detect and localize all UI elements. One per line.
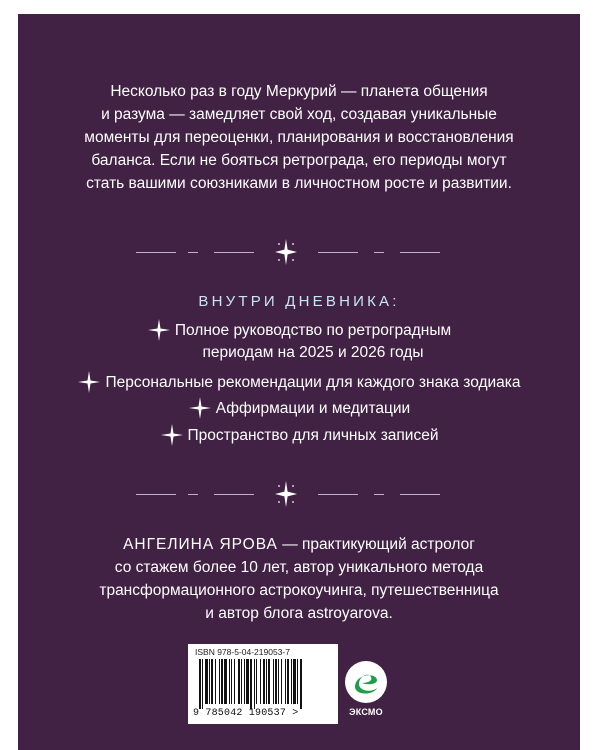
four-point-star-icon (160, 423, 184, 447)
barcode-bar (281, 659, 282, 704)
barcode-bar (244, 659, 245, 704)
feature-text: Полное руководство по ретроградным (174, 322, 452, 339)
barcode-bar (221, 659, 223, 704)
feature-text: Пространство для личных записей (187, 427, 439, 444)
barcode-bar (263, 659, 265, 704)
barcode-bar (293, 659, 296, 704)
feature-item (18, 372, 580, 401)
barcode-bar (246, 659, 249, 704)
barcode-bar (209, 659, 210, 704)
eksmo-logo-icon (344, 660, 388, 704)
divider-dash (136, 252, 176, 253)
feature-item (18, 425, 580, 454)
feature-text: периодам на 2025 и 2026 годы (202, 344, 424, 361)
divider-dash (400, 494, 440, 495)
ornament-divider (136, 484, 440, 504)
barcode-bar (275, 659, 277, 704)
barcode-bar (297, 659, 298, 704)
isbn-label: ISBN 978-5-04-219053-7 (195, 647, 290, 657)
barcode-bar (231, 659, 232, 704)
barcode (188, 644, 338, 724)
barcode-bar (199, 659, 201, 709)
barcode-bar (291, 659, 292, 704)
barcode-bar (300, 659, 302, 709)
barcode-bar (268, 659, 270, 704)
barcode-bar (285, 659, 286, 704)
divider-dash (188, 494, 198, 495)
sparkle-star-icon (272, 237, 300, 267)
barcode-bar (287, 659, 289, 704)
four-point-star-icon (147, 318, 171, 342)
four-point-star-icon (77, 370, 101, 394)
author-bio-line: и автор блога astroyarova. (205, 605, 393, 622)
barcode-bar (219, 659, 220, 704)
intro-line: Несколько раз в году Меркурий — планета общения (110, 83, 488, 100)
barcode-bar (211, 659, 213, 704)
divider-dash (214, 494, 254, 495)
divider-dash (214, 252, 254, 253)
intro-line: баланса. Если не бояться ретроградa, его периоды могут (91, 152, 507, 169)
publisher-name: ЭКСМО (349, 707, 383, 717)
barcode-bar (250, 659, 252, 709)
contents-heading: ВНУТРИ ДНЕВНИКА: (198, 293, 400, 310)
barcode-bar (266, 659, 267, 704)
intro-line: стать вашими союзниками в личностном росте и развитии. (86, 175, 512, 192)
barcode-bar (278, 659, 279, 704)
barcode-bar (260, 659, 261, 704)
barcode-bar (229, 659, 230, 704)
author-name: АНГЕЛИНА ЯРОВА (123, 536, 278, 553)
divider-dash (318, 252, 358, 253)
barcode-bar (273, 659, 274, 704)
sparkle-star-icon (272, 479, 300, 509)
barcode-bar (241, 659, 242, 704)
barcode-bar (234, 659, 235, 704)
author-bio (18, 533, 580, 625)
author-bio-line (18, 533, 580, 556)
barcode-bar (205, 659, 208, 704)
divider-dash (188, 252, 198, 253)
intro-line: моменты для переоценки, планирования и восстановления (84, 129, 514, 146)
intro-paragraph (18, 80, 580, 195)
four-point-star-icon (188, 396, 212, 420)
divider-dash (374, 494, 384, 495)
publisher-logo (342, 660, 390, 720)
author-bio-text: — практикующий астролог (277, 536, 475, 553)
ornament-divider (136, 242, 440, 262)
author-bio-line: со стажем более 10 лет, автор уникального метода (114, 559, 484, 576)
intro-line: и разума — замедляет свой ход, создавая уникальные (101, 106, 497, 123)
author-bio-line: трансформационного астрокоучинга, путешественница (99, 582, 499, 599)
divider-dash (400, 252, 440, 253)
feature-item (18, 398, 580, 427)
divider-dash (374, 252, 384, 253)
divider-dash (318, 494, 358, 495)
barcode-bar (254, 659, 255, 709)
feature-text: Персональные рекомендации для каждого знака зодиака (105, 374, 521, 391)
back-cover (18, 14, 580, 750)
barcode-bar (256, 659, 257, 704)
barcode-bar (202, 659, 203, 709)
feature-text: Аффирмации и медитации (215, 400, 411, 417)
barcode-number: 9 785042 190537 > (193, 708, 299, 719)
divider-dash (136, 494, 176, 495)
barcode-bar (224, 659, 227, 704)
barcode-bar (215, 659, 216, 704)
barcode-bars (197, 659, 331, 709)
barcode-bar (238, 659, 240, 704)
feature-item (18, 320, 580, 364)
